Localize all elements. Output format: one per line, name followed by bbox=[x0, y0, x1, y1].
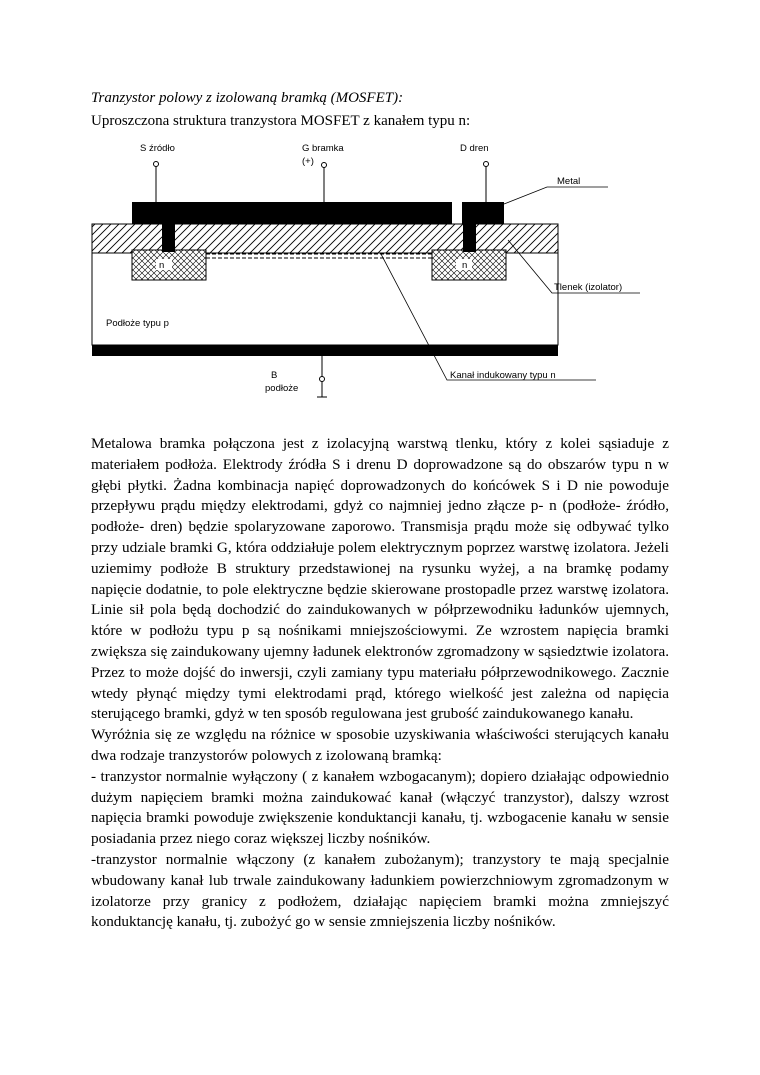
paragraph-types-intro: Wyróżnia się ze względu na różnice w sposobie uzyskiwania właściwości sterujących kanału dwa rodzaje tranzystorów polowych z izolowaną bramką: bbox=[91, 726, 669, 764]
substrate-label: Podłoże typu p bbox=[106, 318, 169, 329]
bulk-metal-contact bbox=[92, 345, 558, 356]
oxide-label: Tlenek (izolator) bbox=[554, 282, 623, 293]
metal-leader-line bbox=[504, 187, 608, 204]
source-label: S źródło bbox=[140, 143, 175, 154]
document-subtitle: Uproszczona struktura tranzystora MOSFET z kanałem typu n: bbox=[91, 113, 471, 129]
gate-metal-contact bbox=[186, 202, 452, 224]
gate-terminal bbox=[322, 163, 327, 168]
mosfet-structure-diagram bbox=[88, 135, 660, 405]
body-text bbox=[91, 434, 669, 933]
bulk-terminal bbox=[320, 377, 325, 382]
paragraph-depletion: -tranzystor normalnie włączony (z kanałem zubożanym); tranzystory te mają specjalnie wbudowany kanał lub trwale zaindukowany ładunkiem powierzchniowym zgromadzonym w izolatorze przy granicy z podłożem, działając napięciem bramki można zmniejszyć konduktancję kanału, tj. zubożyć go w sensie zmniejszenia liczby nośników. bbox=[91, 850, 669, 931]
n-label-right: n bbox=[462, 260, 468, 271]
drain-terminal bbox=[484, 162, 489, 167]
paragraph-description: Metalowa bramka połączona jest z izolacyjną warstwą tlenku, który z kolei sąsiaduje z materiałem podłoża. Elektrody źródła S i drenu D doprowadzone są do obszarów typu n w głębi płytki. Żadna kombinacja napięć doprowadzonych do końcówek S i D nie powoduje przepływu prądu między elektrodami, gdyż co najmniej jedno złącze p- n (podłoże- źródło, podłoże- dren) będzie spolaryzowane zaporowo. Transmisja prądu może się odbywać tylko przy udziale bramki G, która oddziałuje polem elektrycznym poprzez warstwę izolatora. Jeżeli uziemimy podłoże B struktury przedstawionej na rysunku wyżej, a na bramkę podamy napięcie dodatnie, to pole elektryczne będzie skierowane prostopadle przez warstwę izolatora. Linie sił pola będą dochodzić do zaindukowanych w półprzewodniku ładunków ujemnych, które w podłożu typu p są nośnikami mniejszościowymi. Ze wzrostem napięcia bramki zwiększa się zaindukowany ujemny ładunek elektronów zgromadzony w sąsiedztwie izolatora. Przez to może dojść do inwersji, czyli zamiany typu materiału półprzewodnikowego. Zacznie wtedy płynąć między tymi elektrodami prąd, którego wielkość jest zależna od napięcia sterującego bramki, gdyż w ten sposób regulowana jest grubość zaindukowanego kanału. bbox=[91, 435, 669, 723]
bulk-name-label: podłoże bbox=[265, 383, 299, 394]
gate-polarity-label: (+) bbox=[302, 156, 314, 167]
gate-label: G bramka bbox=[302, 143, 344, 154]
paragraph-enhancement: - tranzystor normalnie wyłączony ( z kanałem wzbogacanym); dopiero działając odpowiednio dużym napięciem bramki można zaindukować kanał (włączyć tranzystor), dalszy wzrost napięcia bramki powoduje zwiększenie konduktancji kanału, tj. wzbogacenie kanału w sensie posiadania przez niego coraz większej liczby nośników. bbox=[91, 767, 669, 848]
bulk-label: B bbox=[271, 370, 278, 381]
n-label-left: n bbox=[159, 260, 165, 271]
metal-label: Metal bbox=[557, 176, 581, 187]
channel-label: Kanał indukowany typu n bbox=[450, 370, 556, 381]
document-title: Tranzystor polowy z izolowaną bramką (MOSFET): bbox=[91, 90, 404, 106]
oxide-layer bbox=[92, 224, 558, 253]
drain-label: D dren bbox=[460, 143, 489, 154]
source-terminal bbox=[154, 162, 159, 167]
